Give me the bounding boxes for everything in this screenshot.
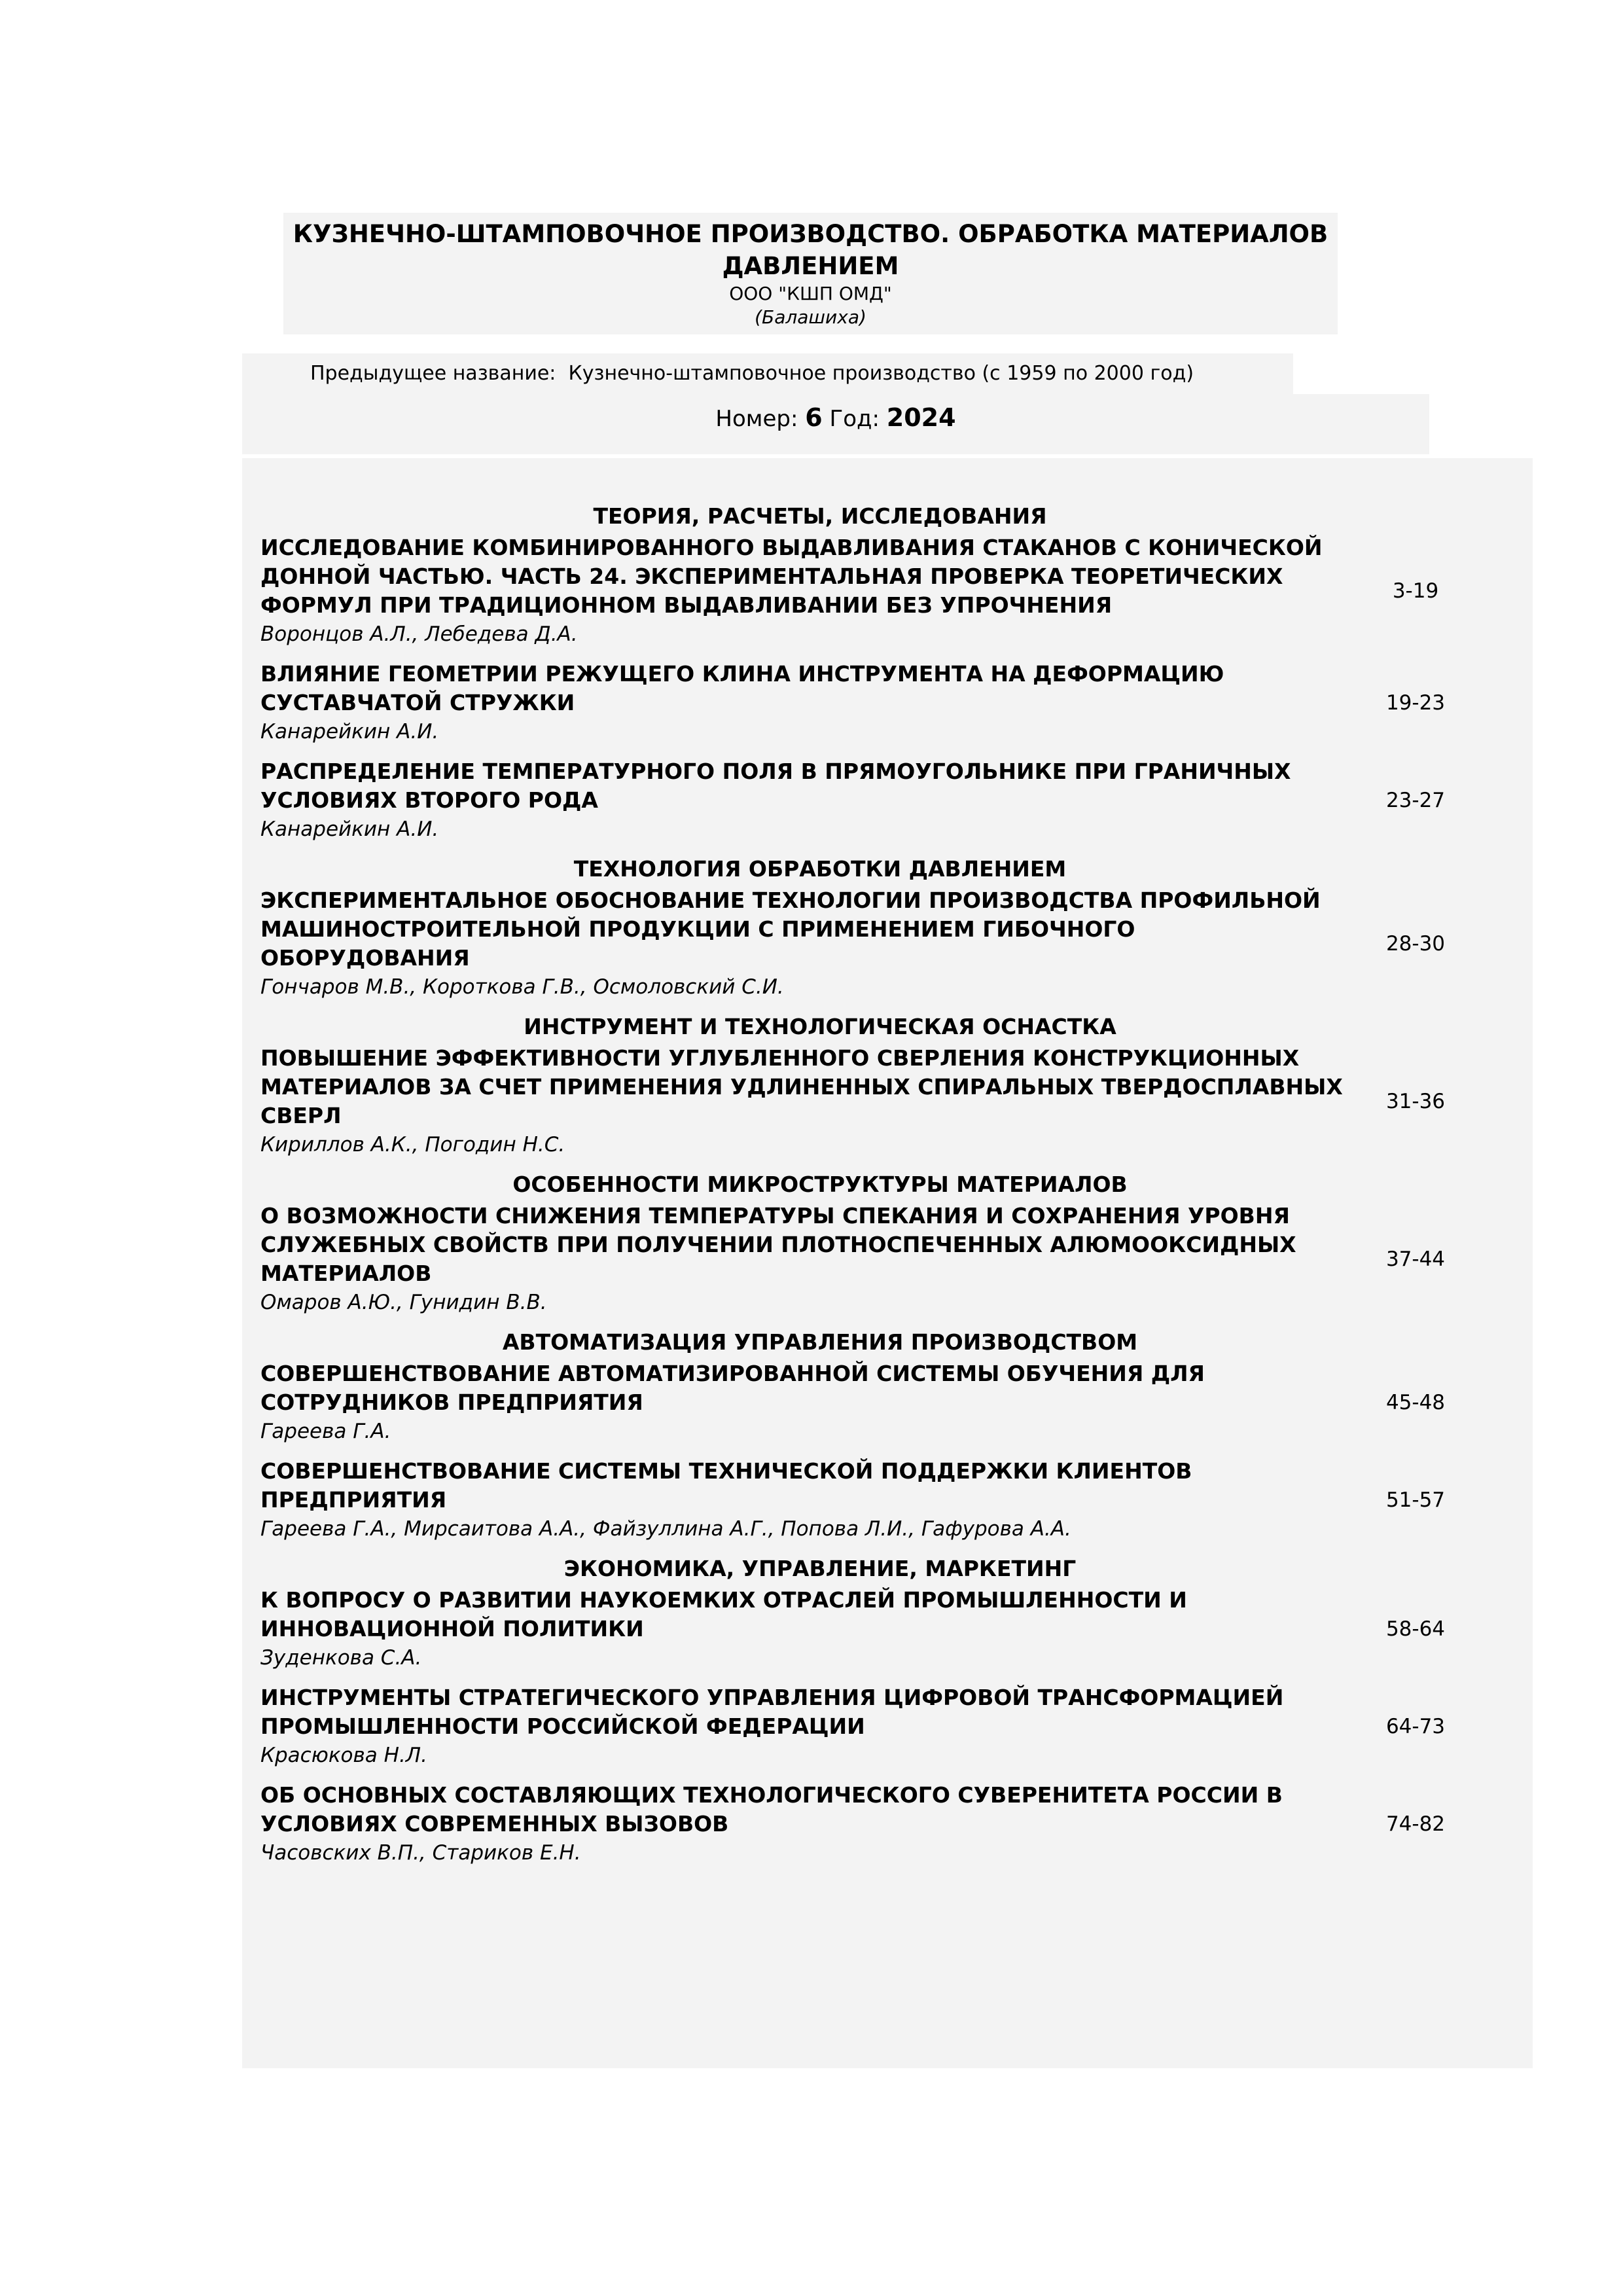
article-body [260, 1202, 1347, 1317]
article-authors: Красюкова Н.Л. [260, 1744, 427, 1767]
previous-title-panel [242, 353, 1293, 394]
article-title[interactable]: РАСПРЕДЕЛЕНИЕ ТЕМПЕРАТУРНОГО ПОЛЯ В ПРЯМОУГОЛЬНИКЕ ПРИ ГРАНИЧНЫХ УСЛОВИЯХ ВТОРОГО РОДА [260, 759, 1291, 813]
article-pages: 28-30 [1385, 932, 1446, 956]
section-heading: ИНСТРУМЕНТ И ТЕХНОЛОГИЧЕСКАЯ ОСНАСТКА [524, 1014, 1116, 1039]
article-authors: Гончаров М.В., Короткова Г.В., Осмоловский С.И. [260, 975, 784, 999]
issue-year-label: Год: [829, 406, 880, 432]
article-entry[interactable] [260, 886, 1524, 1001]
article-pages: 45-48 [1385, 1391, 1446, 1414]
section-heading: ТЕХНОЛОГИЯ ОБРАБОТКИ ДАВЛЕНИЕМ [573, 856, 1067, 882]
publisher-name: ООО "КШП ОМД" [729, 283, 892, 304]
article-pages: 64-73 [1385, 1715, 1446, 1738]
article-body [260, 1683, 1347, 1770]
article-body [260, 1586, 1347, 1672]
article-pages: 74-82 [1385, 1812, 1446, 1836]
article-body [260, 533, 1347, 649]
article-body [260, 660, 1347, 746]
article-title[interactable]: СОВЕРШЕНСТВОВАНИЕ СИСТЕМЫ ТЕХНИЧЕСКОЙ ПОДДЕРЖКИ КЛИЕНТОВ ПРЕДПРИЯТИЯ [260, 1458, 1192, 1513]
article-title[interactable]: ВЛИЯНИЕ ГЕОМЕТРИИ РЕЖУЩЕГО КЛИНА ИНСТРУМЕНТА НА ДЕФОРМАЦИЮ СУСТАВЧАТОЙ СТРУЖКИ [260, 661, 1224, 715]
issue-year: 2024 [886, 403, 956, 432]
article-entry[interactable] [260, 533, 1524, 649]
article-authors: Зуденкова С.А. [260, 1646, 422, 1670]
publisher-city: (Балашиха) [755, 306, 866, 328]
article-pages: 51-57 [1385, 1488, 1446, 1512]
issue-number: 6 [805, 403, 823, 432]
previous-title-value: Кузнечно-штамповочное производство (с 1959 по 2000 год) [568, 362, 1194, 385]
article-authors: Воронцов А.Л., Лебедева Д.А. [260, 622, 578, 646]
issue-line [242, 403, 1429, 433]
section-heading: ТЕОРИЯ, РАСЧЕТЫ, ИССЛЕДОВАНИЯ [593, 503, 1047, 529]
previous-title-line [310, 361, 1194, 386]
section-heading: ЭКОНОМИКА, УПРАВЛЕНИЕ, МАРКЕТИНГ [563, 1556, 1077, 1581]
article-body [260, 1044, 1347, 1159]
article-entry[interactable] [260, 757, 1524, 844]
article-pages: 23-27 [1385, 789, 1446, 812]
article-authors: Гареева Г.А. [260, 1420, 391, 1443]
article-pages: 58-64 [1385, 1617, 1446, 1641]
article-entry[interactable] [260, 1586, 1524, 1672]
article-body [260, 1359, 1347, 1446]
journal-title: КУЗНЕЧНО-ШТАМПОВОЧНОЕ ПРОИЗВОДСТВО. ОБРАБОТКА МАТЕРИАЛОВ ДАВЛЕНИЕМ [293, 220, 1329, 280]
article-entry[interactable] [260, 1683, 1524, 1770]
article-authors: Кириллов А.К., Погодин Н.С. [260, 1133, 565, 1157]
article-title[interactable]: К ВОПРОСУ О РАЗВИТИИ НАУКОЕМКИХ ОТРАСЛЕЙ ПРОМЫШЛЕННОСТИ И ИННОВАЦИОННОЙ ПОЛИТИКИ [260, 1587, 1187, 1641]
article-body [260, 757, 1347, 844]
article-authors: Омаров А.Ю., Гунидин В.В. [260, 1291, 547, 1314]
article-pages: 3-19 [1392, 579, 1439, 603]
previous-title-label: Предыдущее название: [310, 362, 556, 385]
article-pages: 31-36 [1385, 1090, 1446, 1113]
issue-number-label: Номер: [715, 406, 798, 432]
issue-panel [242, 394, 1429, 454]
article-entry[interactable] [260, 660, 1524, 746]
article-title[interactable]: ИССЛЕДОВАНИЕ КОМБИНИРОВАННОГО ВЫДАВЛИВАНИЯ СТАКАНОВ С КОНИЧЕСКОЙ ДОННОЙ ЧАСТЬЮ. ЧАСТЬ 24. ЭКСПЕРИМЕНТАЛЬНАЯ ПРОВЕРКА ТЕОРЕТИЧЕСКИХ ФОРМУЛ ПРИ ТРАДИЦИОННОМ ВЫДАВЛИВАНИИ БЕЗ УПРОЧНЕНИЯ [260, 535, 1323, 618]
article-title[interactable]: О ВОЗМОЖНОСТИ СНИЖЕНИЯ ТЕМПЕРАТУРЫ СПЕКАНИЯ И СОХРАНЕНИЯ УРОВНЯ СЛУЖЕБНЫХ СВОЙСТВ ПРИ ПОЛУЧЕНИИ ПЛОТНОСПЕЧЕННЫХ АЛЮМООКСИДНЫХ МАТЕРИАЛОВ [260, 1203, 1296, 1286]
table-of-contents [260, 501, 1524, 1878]
article-pages: 37-44 [1385, 1247, 1446, 1271]
article-title[interactable]: СОВЕРШЕНСТВОВАНИЕ АВТОМАТИЗИРОВАННОЙ СИСТЕМЫ ОБУЧЕНИЯ ДЛЯ СОТРУДНИКОВ ПРЕДПРИЯТИЯ [260, 1361, 1205, 1415]
journal-header [283, 213, 1338, 334]
table-of-contents-panel [242, 458, 1533, 2068]
article-authors: Гареева Г.А., Мирсаитова А.А., Файзуллина А.Г., Попова Л.И., Гафурова А.А. [260, 1517, 1071, 1541]
article-authors: Часовских В.П., Стариков Е.Н. [260, 1841, 581, 1865]
article-authors: Канарейкин А.И. [260, 720, 439, 744]
article-entry[interactable] [260, 1044, 1524, 1159]
article-body [260, 1781, 1347, 1867]
section-heading: АВТОМАТИЗАЦИЯ УПРАВЛЕНИЯ ПРОИЗВОДСТВОМ [502, 1329, 1138, 1355]
article-body [260, 1457, 1347, 1543]
article-title[interactable]: ИНСТРУМЕНТЫ СТРАТЕГИЧЕСКОГО УПРАВЛЕНИЯ ЦИФРОВОЙ ТРАНСФОРМАЦИЕЙ ПРОМЫШЛЕННОСТИ РОССИЙСКОЙ ФЕДЕРАЦИИ [260, 1685, 1284, 1739]
section-heading: ОСОБЕННОСТИ МИКРОСТРУКТУРЫ МАТЕРИАЛОВ [512, 1172, 1128, 1197]
article-pages: 19-23 [1385, 691, 1446, 715]
article-body [260, 886, 1347, 1001]
article-title[interactable]: ЭКСПЕРИМЕНТАЛЬНОЕ ОБОСНОВАНИЕ ТЕХНОЛОГИИ ПРОИЗВОДСТВА ПРОФИЛЬНОЙ МАШИНОСТРОИТЕЛЬНОЙ ПРОДУКЦИИ С ПРИМЕНЕНИЕМ ГИБОЧНОГО ОБОРУДОВАНИЯ [260, 888, 1321, 971]
article-entry[interactable] [260, 1202, 1524, 1317]
article-authors: Канарейкин А.И. [260, 817, 439, 841]
article-title[interactable]: ПОВЫШЕНИЕ ЭФФЕКТИВНОСТИ УГЛУБЛЕННОГО СВЕРЛЕНИЯ КОНСТРУКЦИОННЫХ МАТЕРИАЛОВ ЗА СЧЕТ ПРИМЕНЕНИЯ УДЛИНЕННЫХ СПИРАЛЬНЫХ ТВЕРДОСПЛАВНЫХ СВЕРЛ [260, 1045, 1343, 1128]
article-entry[interactable] [260, 1359, 1524, 1446]
article-entry[interactable] [260, 1457, 1524, 1543]
article-entry[interactable] [260, 1781, 1524, 1867]
article-title[interactable]: ОБ ОСНОВНЫХ СОСТАВЛЯЮЩИХ ТЕХНОЛОГИЧЕСКОГО СУВЕРЕНИТЕТА РОССИИ В УСЛОВИЯХ СОВРЕМЕННЫХ ВЫЗОВОВ [260, 1782, 1283, 1837]
